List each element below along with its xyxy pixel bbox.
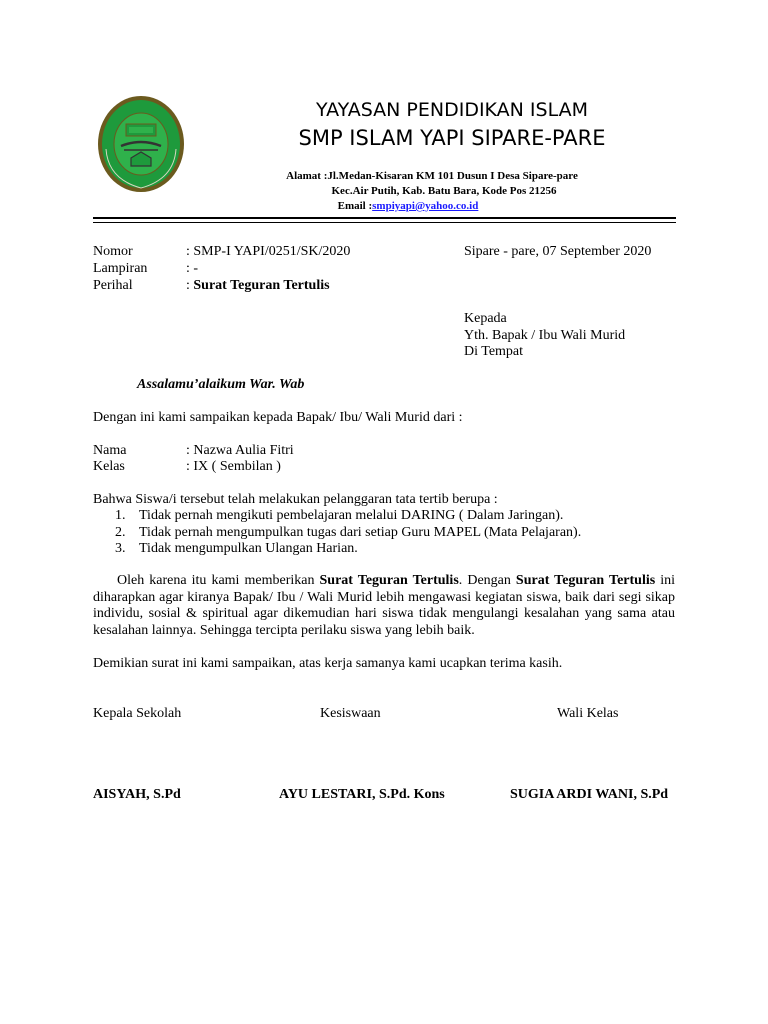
- signature-role-1: Kepala Sekolah: [93, 706, 182, 721]
- perihal-value: Surat Teguran Tertulis: [193, 278, 330, 293]
- p1-c: . Dengan: [458, 573, 516, 588]
- place-date: Sipare - pare, 07 September 2020: [464, 244, 652, 259]
- list-item: 3.: [115, 541, 126, 556]
- recipient-line-1: Kepada: [464, 311, 507, 326]
- signature-name-3: SUGIA ARDI WANI, S.Pd: [510, 787, 669, 802]
- list-item: 2.: [115, 525, 126, 540]
- p1-a: Oleh karena itu kami memberikan: [117, 573, 320, 588]
- email-link[interactable]: smpiyapi@yahoo.co.id: [372, 200, 479, 212]
- nama-value: : Nazwa Aulia Fitri: [186, 443, 294, 458]
- kelas-label: Kelas: [93, 459, 125, 474]
- nomor-value: : SMP-I YAPI/0251/SK/2020: [186, 244, 351, 259]
- violation-1: Tidak pernah mengikuti pembelajaran melalui DARING ( Dalam Jaringan).: [139, 508, 564, 523]
- p1-e: ini diharapkan agar kiranya Bapak/ Ibu / Wali Murid lebih mengawasi kegiatan siswa, baik dari segi sikap individu, sosial & spiritual agar dikemudian hari siswa tidak mengulangi kesalahan yang sama atau kesalahan lainnya. Sehingga tercipta perilaku siswa yang lebih baik.: [93, 573, 676, 638]
- signature-role-2: Kesiswaan: [320, 706, 381, 721]
- intro-text: Dengan ini kami sampaikan kepada Bapak/ Ibu/ Wali Murid dari :: [93, 410, 463, 425]
- signature-name-1: AISYAH, S.Pd: [93, 787, 181, 802]
- signature-name-2: AYU LESTARI, S.Pd. Kons: [279, 787, 445, 802]
- greeting: Assalamu’alaikum War. Wab: [137, 377, 305, 392]
- perihal-field: [186, 277, 330, 294]
- foundation-title: YAYASAN PENDIDIKAN ISLAM: [315, 99, 589, 121]
- nama-label: Nama: [93, 443, 127, 458]
- school-title: SMP ISLAM YAPI SIPARE-PARE: [298, 126, 606, 150]
- address-line-1: Alamat :Jl.Medan-Kisaran KM 101 Dusun I Desa Sipare-pare: [286, 170, 578, 182]
- p1-b: Surat Teguran Tertulis: [319, 573, 459, 588]
- nomor-label: Nomor: [93, 244, 133, 259]
- main-paragraph: [93, 573, 675, 639]
- violation-3: Tidak mengumpulkan Ulangan Harian.: [139, 541, 358, 556]
- list-item: 1.: [115, 508, 126, 523]
- recipient-line-2: Yth. Bapak / Ibu Wali Murid: [464, 328, 626, 343]
- header-rule-thick: [93, 217, 676, 219]
- address-line-2: Kec.Air Putih, Kab. Batu Bara, Kode Pos 21256: [331, 185, 557, 197]
- header-rule-thin: [93, 222, 676, 223]
- signature-role-3: Wali Kelas: [557, 706, 619, 721]
- lampiran-value: : -: [186, 261, 199, 276]
- kelas-value: : IX ( Sembilan ): [186, 459, 281, 474]
- p1-d: Surat Teguran Tertulis: [515, 573, 656, 588]
- lampiran-label: Lampiran: [93, 261, 148, 276]
- recipient-line-3: Di Tempat: [464, 344, 524, 359]
- email-label: Email :: [337, 200, 373, 212]
- violation-2: Tidak pernah mengumpulkan tugas dari setiap Guru MAPEL (Mata Pelajaran).: [139, 525, 582, 540]
- perihal-label: Perihal: [93, 278, 133, 293]
- email-line: [208, 200, 608, 212]
- perihal-colon: :: [186, 278, 194, 293]
- closing-text: Demikian surat ini kami sampaikan, atas kerja samanya kami ucapkan terima kasih.: [93, 656, 563, 671]
- violations-intro: Bahwa Siswa/i tersebut telah melakukan pelanggaran tata tertib berupa :: [93, 492, 498, 507]
